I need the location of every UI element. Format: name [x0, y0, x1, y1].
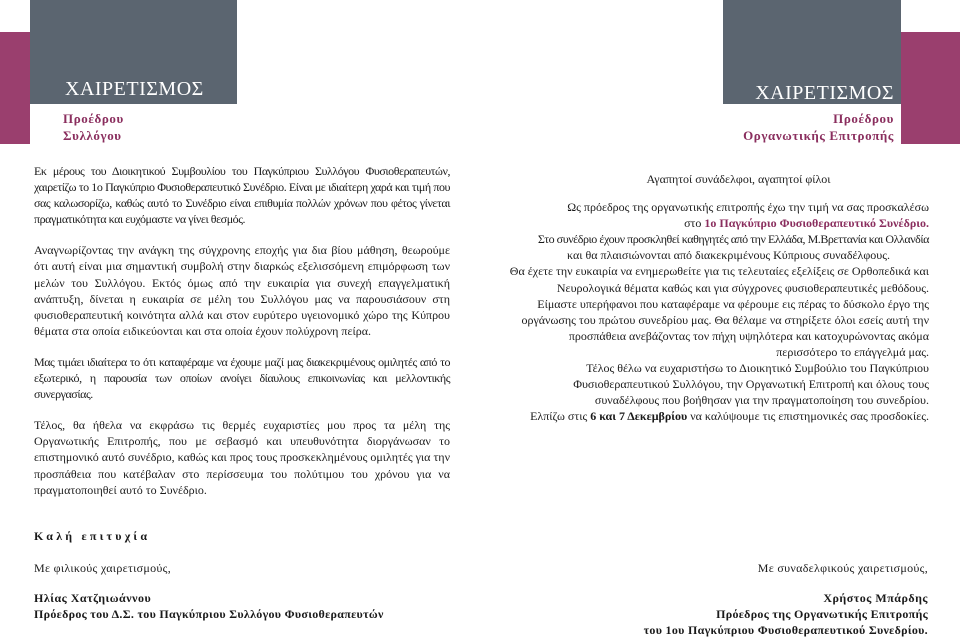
right-p1-prefix: στο: [684, 216, 705, 231]
left-closing: Με φιλικούς χαιρετισμούς,: [34, 561, 171, 575]
right-p6-end: να καλύψουμε τις επιστημονικές σας προσδοκίες.: [687, 409, 929, 424]
right-p1-line2: [508, 215, 929, 231]
left-header-subtitle: [63, 110, 124, 144]
right-signatory-name: Χρήστος Μπάρδης: [823, 591, 928, 605]
right-paragraph-6: [508, 408, 929, 424]
right-closing: Με συναδελφικούς χαιρετισμούς,: [757, 561, 928, 575]
right-p1-line1: Ως πρόεδρος της οργανωτικής επιτροπής έχω την τιμή να σας προσκαλέσω: [567, 200, 929, 215]
right-signatory-role-1: Πρόεδρος της Οργανωτικής Επιτροπής: [716, 607, 928, 621]
right-signature: [644, 560, 928, 638]
left-paragraph-1: Εκ μέρους του Διοικητικού Συμβουλίου του Παγκύπριου Συλλόγου Φυσιοθεραπευτών, χαιρετίζω το 1ο Παγκύπριο Φυσιοθεραπευτικό Συνέδριο. Είναι με ιδιαίτερη χαρά και τιμή που σας καλωσορίζω, καθώς αυτό το Συνέδριο είναι επιθυμία πολλών χρόνων που φέτος γίνεται πραγματικότητα και ευχόμαστε να γίνει θεσμός.: [34, 164, 450, 227]
right-letter-body: [508, 171, 929, 424]
congress-highlight: 1ο Παγκύπριο Φυσιοθεραπευτικό Συνέδριο.: [704, 216, 929, 231]
left-paragraph-3: Μας τιμάει ιδιαίτερα το ότι καταφέραμε να έχουμε μαζί μας διακεκριμένους ομιλητές από το εξωτερικό, η παρουσία των οποίων ανοίγει δίαυλους επικοινωνίας και μελλοντικής συνεργασίας.: [34, 354, 450, 402]
right-p6-start: Ελπίζω στις: [530, 409, 591, 424]
right-signatory-role-2: του 1ου Παγκύπριου Φυσιοθεραπευτικού Συνεδρίου.: [643, 623, 928, 637]
left-letter-body: [34, 163, 450, 513]
right-paragraph-3: Θα έχετε την ευκαιρία να ενημερωθείτε για τις τελευταίες εξελίξεις σε Ορθοπεδικά και Νευρολογικά θέματα καθώς και για σύγχρονες φυσιοθεραπευτικές μεθόδους.: [509, 264, 929, 295]
right-paragraph-1: [508, 199, 929, 231]
left-subtitle-line2: Συλλόγου: [63, 128, 122, 143]
left-paragraph-4: Τέλος, θα ήθελα να εκφράσω τις θερμές ευχαριστίες μου προς τα μέλη της Οργανωτικής Επιτροπής, που με σεβασμό και υπευθυνότητα διοργάνωσαν το επιστημονικό αυτό συνέδριο, καθώς και προς τους προσκεκλημένους ομιλητές για την προσπάθεια που κατέβαλαν στο περίσσευμα του πολύτιμου του χρόνου για να πραγματοποιηθεί αυτό το Συνέδριο.: [34, 418, 450, 497]
right-header-title: ΧΑΙΡΕΤΙΣΜΟΣ: [755, 82, 894, 104]
left-signatory-name: Ηλίας Χατζηιωάννου: [34, 591, 152, 605]
right-header-subtitle: [743, 110, 894, 144]
right-p2-line2: και θα πλαισιώνονται από διακεκριμένους Κύπριους συναδέλφους.: [567, 248, 890, 263]
left-paragraph-2: Αναγνωρίζοντας την ανάγκη της σύγχρονης εποχής για δια βίου μάθηση, θεωρούμε ότι αυτή είναι μια σημαντική συμβολή στην διαρκώς εξελισσόμενη επιμόρφωση των μελών του Συλλόγου. Εκτός όμως από την ευκαιρία για συνεχή επαγγελματική ανάπτυξη, δίνεται η ευκαιρία σε μέλη του Συλλόγου μας να παρουσιάσουν στη φυσιοθεραπευτική κοινότητα αλλά και στον ευρύτερο υγειονομικό χώρο της Κύπρου θέματα στα οποία ειδικεύονται και στα οποία έχουν πολύχρονη πείρα.: [34, 243, 450, 338]
right-paragraph-5: Τέλος θέλω να ευχαριστήσω το Διοικητικό Συμβούλιο του Παγκύπριου Φυσιοθεραπευτικού Συλλόγου, την Οργανωτική Επιτροπή και όλους τους συναδέλφους που βοήθησαν για την πραγματοποίηση του συνεδρίου.: [573, 361, 929, 408]
good-luck-wish: Καλή επιτυχία: [34, 529, 151, 543]
left-subtitle-line1: Προέδρου: [63, 111, 124, 126]
left-signature: [34, 560, 384, 622]
left-signatory-role: Πρόεδρος του Δ.Σ. του Παγκύπριου Συλλόγου Φυσιοθεραπευτών: [34, 607, 384, 621]
congress-dates: 6 και 7 Δεκεμβρίου: [590, 409, 688, 424]
right-subtitle-line1: Προέδρου: [833, 111, 894, 126]
left-accent-block: [0, 32, 30, 144]
right-p2-line1: Στο συνέδριο έχουν προσκληθεί καθηγητές από την Ελλάδα, Μ.Βρεττανία και Ολλανδία: [537, 232, 929, 247]
right-paragraph-2: [508, 231, 929, 263]
right-subtitle-line2: Οργανωτικής Επιτροπής: [743, 128, 894, 143]
right-greeting: Αγαπητοί συνάδελφοι, αγαπητοί φίλοι: [646, 172, 831, 186]
right-paragraph-4: Είμαστε υπερήφανοι που καταφέραμε να φέρουμε εις πέρας το δύσκολο έργο της οργάνωσης του πρώτου συνεδρίου μας. Θα θέλαμε να στηρίξετε όλοι εσείς αυτή την προσπάθεια ανεβάζοντας τον πήχη υψηλότερα και κατοχυρώνοντας ακόμα περισσότερο το επάγγελμά μας.: [521, 296, 929, 359]
right-accent-block: [901, 32, 960, 144]
left-header-title: ΧΑΙΡΕΤΙΣΜΟΣ: [65, 78, 204, 100]
